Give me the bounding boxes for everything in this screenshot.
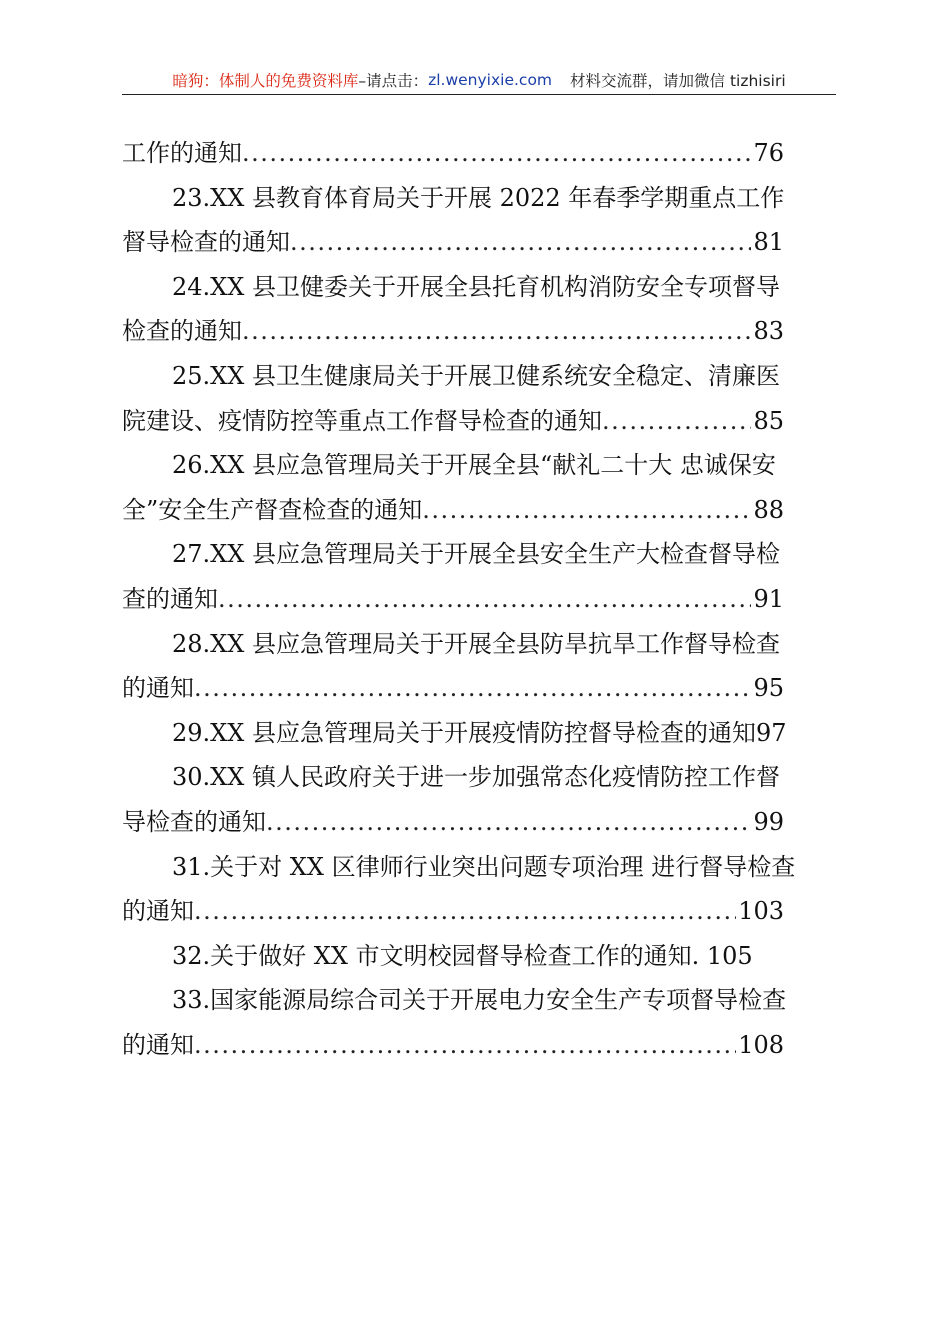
- header-click-prompt: –请点击：: [358, 72, 429, 90]
- header-site-name: 暗狗：体制人的免费资料库: [172, 72, 359, 90]
- leader-dots: [266, 800, 751, 845]
- toc-entry-title: 25.XX 县卫生健康局关于开展卫健系统安全稳定、清廉医: [172, 361, 780, 390]
- toc-entry-title: 29.XX 县应急管理局关于开展疫情防控督导检查的通知97: [172, 718, 787, 747]
- header-wechat-note: 材料交流群，请加微信 tizhisiri: [570, 72, 786, 90]
- toc-entry-title: 24.XX 县卫健委关于开展全县托育机构消防安全专项督导: [172, 272, 780, 301]
- toc-page-number: 83: [753, 317, 784, 346]
- page-header: [122, 66, 836, 95]
- toc-entry-title: 26.XX 县应急管理局关于开展全县“献礼二十大 忠诚保安: [172, 451, 776, 480]
- leader-dots: [602, 399, 751, 444]
- toc-entry-26[interactable]: [122, 443, 836, 532]
- toc-entry-27[interactable]: [122, 532, 836, 621]
- toc-entry-title: 23.XX 县教育体育局关于开展 2022 年春季学期重点工作: [172, 183, 785, 212]
- leader-dots: [218, 577, 751, 622]
- toc-entry-text: 查的通知: [122, 584, 218, 613]
- toc-entry-text: 工作的通知: [122, 139, 242, 167]
- toc-entry-title: 28.XX 县应急管理局关于开展全县防旱抗旱工作督导检查: [172, 629, 780, 658]
- toc-entry-text: 的通知: [122, 1030, 194, 1059]
- toc-entry-text: 导检查的通知: [122, 807, 266, 836]
- toc-entry-title: 31.关于对 XX 区律师行业突出问题专项治理 进行督导检查: [172, 852, 796, 881]
- toc-entry-32[interactable]: [122, 934, 836, 979]
- toc-page-number: 108: [738, 1030, 784, 1059]
- toc-entry-25[interactable]: [122, 354, 836, 443]
- toc-entry-text: 督导检查的通知: [122, 228, 290, 257]
- toc-entry-33[interactable]: [122, 978, 836, 1067]
- toc-page-number: 99: [753, 807, 784, 836]
- toc-entry-23[interactable]: [122, 176, 836, 265]
- table-of-contents: [122, 131, 836, 1067]
- toc-page-number: 81: [753, 228, 784, 257]
- toc-entry-text: 检查的通知: [122, 317, 242, 346]
- leader-dots: [242, 131, 751, 176]
- toc-page-number: 76: [753, 139, 784, 167]
- leader-dots: [422, 488, 751, 533]
- toc-entry-text: 院建设、疫情防控等重点工作督导检查的通知: [122, 406, 602, 435]
- toc-entry-22-continued[interactable]: [122, 131, 836, 176]
- toc-page-number: 88: [753, 495, 784, 524]
- toc-page-number: 103: [738, 897, 784, 926]
- toc-entry-title: 32.关于做好 XX 市文明校园督导检查工作的通知. 105: [172, 941, 753, 970]
- toc-entry-text: 的通知: [122, 674, 194, 703]
- header-site-link[interactable]: zl.wenyixie.com: [428, 71, 553, 89]
- toc-entry-text: 全”安全生产督查检查的通知: [122, 495, 423, 524]
- toc-entry-28[interactable]: [122, 622, 836, 711]
- leader-dots: [242, 309, 751, 354]
- toc-page-number: 85: [753, 406, 784, 435]
- toc-page-number: 95: [753, 674, 784, 703]
- toc-entry-24[interactable]: [122, 265, 836, 354]
- toc-entry-31[interactable]: [122, 845, 836, 934]
- toc-entry-29[interactable]: [122, 711, 836, 756]
- toc-entry-text: 的通知: [122, 897, 194, 926]
- toc-entry-title: 27.XX 县应急管理局关于开展全县安全生产大检查督导检: [172, 540, 780, 569]
- toc-entry-30[interactable]: [122, 755, 836, 844]
- toc-entry-title: 30.XX 镇人民政府关于进一步加强常态化疫情防控工作督: [172, 763, 780, 792]
- toc-page-number: 91: [753, 584, 784, 613]
- leader-dots: [194, 1023, 736, 1068]
- leader-dots: [194, 666, 751, 711]
- toc-entry-title: 33.国家能源局综合司关于开展电力安全生产专项督导检查: [172, 986, 787, 1015]
- leader-dots: [290, 220, 751, 265]
- leader-dots: [194, 889, 736, 934]
